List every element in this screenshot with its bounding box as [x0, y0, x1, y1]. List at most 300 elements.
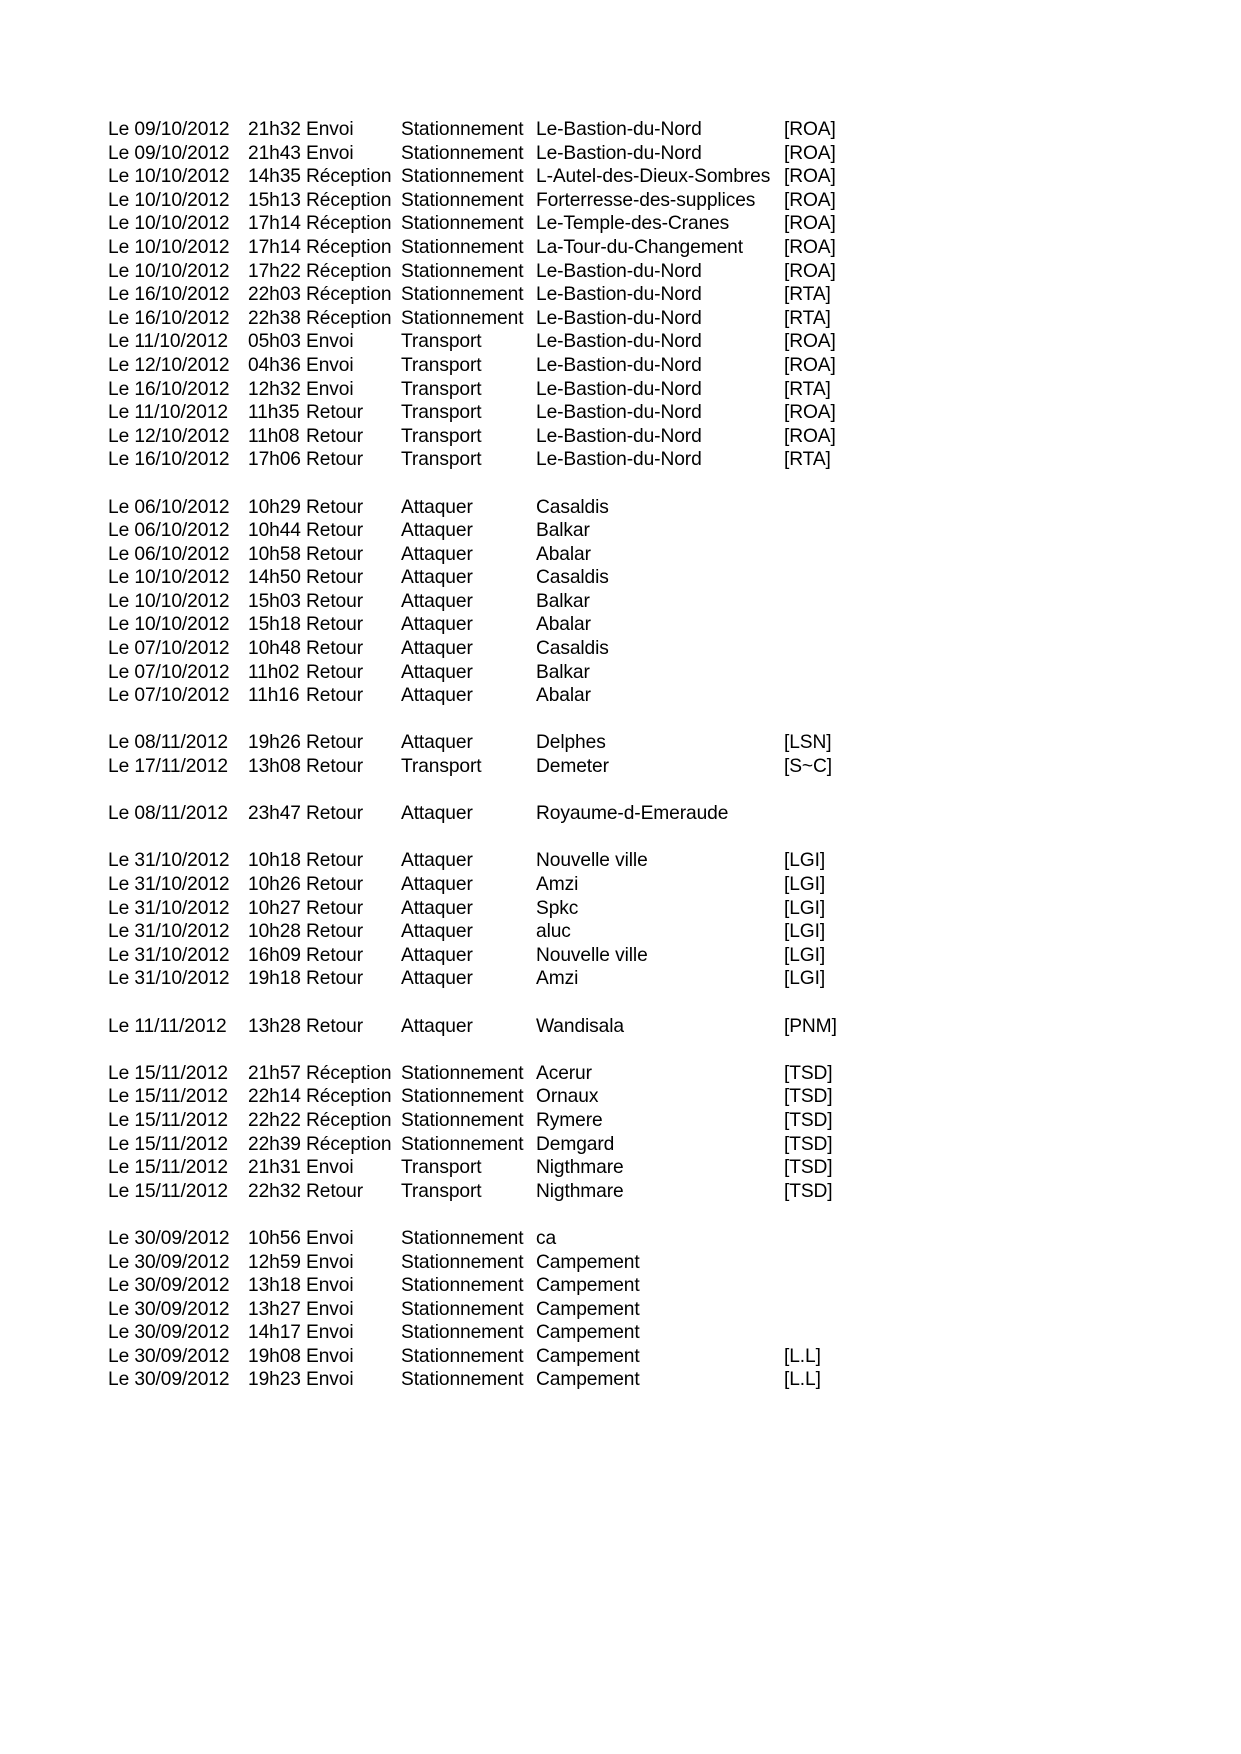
log-place: Le-Bastion-du-Nord	[536, 449, 702, 471]
log-tag: [ROA]	[784, 236, 836, 258]
log-row	[108, 283, 868, 307]
log-date: Le 31/10/2012	[108, 944, 230, 966]
log-time: 11h16	[248, 685, 300, 707]
log-time: 10h26	[248, 874, 301, 895]
log-action: Envoi	[306, 1345, 354, 1367]
log-type: Stationnement	[401, 1369, 524, 1391]
log-date: Le 11/11/2012	[108, 1015, 227, 1037]
log-tag: [RTA]	[784, 449, 831, 471]
log-row	[108, 755, 868, 779]
log-place: Le-Bastion-du-Nord	[536, 331, 702, 353]
log-time: 21h32	[248, 119, 301, 140]
log-place: Balkar	[536, 661, 590, 683]
log-place: Nouvelle ville	[536, 850, 648, 872]
log-type: Transport	[401, 354, 482, 376]
log-row	[108, 1085, 868, 1109]
log-row	[108, 165, 868, 189]
log-time: 17h22	[248, 260, 301, 282]
log-time: 21h43	[248, 142, 301, 164]
log-type: Stationnement	[401, 307, 524, 329]
log-tag: [RTA]	[784, 284, 831, 306]
log-type: Attaquer	[401, 661, 473, 683]
log-action: Réception	[306, 166, 392, 188]
log-action: Retour	[306, 614, 363, 636]
log-row	[108, 118, 868, 142]
log-date: Le 10/10/2012	[108, 189, 230, 211]
log-date: Le 30/09/2012	[108, 1369, 230, 1391]
log-date: Le 31/10/2012	[108, 921, 230, 943]
log-date: Le 08/11/2012	[108, 732, 228, 754]
log-time: 11h08	[248, 425, 300, 447]
log-action: Envoi	[306, 1298, 354, 1320]
log-place: Abalar	[536, 614, 591, 636]
log-date: Le 15/11/2012	[108, 1180, 228, 1202]
log-date: Le 31/10/2012	[108, 897, 230, 919]
log-action: Réception	[306, 307, 392, 329]
log-time: 05h03	[248, 331, 301, 353]
log-place: Campement	[536, 1298, 640, 1320]
log-type: Stationnement	[401, 189, 524, 211]
log-action: Retour	[306, 968, 363, 990]
log-tag: [ROA]	[784, 213, 836, 235]
log-date: Le 17/11/2012	[108, 756, 228, 778]
log-time: 19h18	[248, 968, 301, 990]
log-action: Réception	[306, 189, 392, 211]
log-date: Le 12/10/2012	[108, 425, 230, 447]
log-tag: [TSD]	[784, 1180, 833, 1202]
log-date: Le 07/10/2012	[108, 685, 230, 707]
log-date: Le 30/09/2012	[108, 1275, 230, 1297]
log-action: Envoi	[306, 1322, 354, 1344]
log-date: Le 31/10/2012	[108, 968, 230, 990]
log-row	[108, 1062, 868, 1086]
log-time: 22h03	[248, 284, 301, 306]
log-time: 14h17	[248, 1322, 301, 1344]
log-date: Le 09/10/2012	[108, 119, 230, 140]
log-tag: [LSN]	[784, 732, 832, 754]
log-row	[108, 590, 868, 614]
log-date: Le 15/11/2012	[108, 1062, 228, 1084]
log-action: Retour	[306, 850, 363, 872]
log-date: Le 11/10/2012	[108, 402, 228, 424]
log-place: La-Tour-du-Changement	[536, 236, 743, 258]
log-time: 15h13	[248, 189, 301, 211]
log-tag: [S~C]	[784, 756, 833, 778]
log-type: Attaquer	[401, 897, 473, 919]
log-time: 16h09	[248, 944, 301, 966]
log-action: Retour	[306, 496, 363, 518]
log-place: Demgard	[536, 1133, 615, 1155]
log-row	[108, 637, 868, 661]
log-row	[108, 519, 868, 543]
log-place: Forterresse-des-supplices	[536, 189, 756, 211]
log-row	[108, 1133, 868, 1157]
log-action: Réception	[306, 1109, 392, 1131]
log-time: 04h36	[248, 354, 301, 376]
log-row	[108, 142, 868, 166]
log-action: Réception	[306, 1062, 392, 1084]
log-action: Retour	[306, 874, 363, 895]
log-row	[108, 1321, 868, 1345]
log-row	[108, 897, 868, 921]
log-row	[108, 613, 868, 637]
log-tag: [TSD]	[784, 1157, 833, 1179]
log-place: Le-Bastion-du-Nord	[536, 284, 702, 306]
log-tag: [ROA]	[784, 142, 836, 164]
log-place: Casaldis	[536, 567, 609, 589]
log-time: 22h32	[248, 1180, 301, 1202]
log-row	[108, 944, 868, 968]
log-type: Attaquer	[401, 590, 473, 612]
log-place: Le-Bastion-du-Nord	[536, 119, 702, 140]
log-date: Le 06/10/2012	[108, 520, 230, 542]
log-place: Campement	[536, 1275, 640, 1297]
log-type: Stationnement	[401, 1133, 524, 1155]
log-row	[108, 448, 868, 472]
log-type: Stationnement	[401, 1298, 524, 1320]
log-type: Attaquer	[401, 944, 473, 966]
log-place: Balkar	[536, 520, 590, 542]
log-row	[108, 873, 868, 897]
log-type: Attaquer	[401, 1015, 473, 1037]
log-time: 17h14	[248, 213, 301, 235]
log-place: Royaume-d-Emeraude	[536, 803, 729, 825]
log-tag: [ROA]	[784, 425, 836, 447]
log-tag: [LGI]	[784, 968, 826, 990]
log-date: Le 15/11/2012	[108, 1109, 228, 1131]
log-place: Nigthmare	[536, 1157, 624, 1179]
log-date: Le 10/10/2012	[108, 567, 230, 589]
log-action: Envoi	[306, 1369, 354, 1391]
log-place: Casaldis	[536, 496, 609, 518]
log-place: Le-Bastion-du-Nord	[536, 260, 702, 282]
log-time: 12h59	[248, 1251, 301, 1273]
log-row	[108, 307, 868, 331]
log-place: Campement	[536, 1345, 640, 1367]
log-type: Stationnement	[401, 119, 524, 140]
log-row	[108, 967, 868, 991]
log-date: Le 09/10/2012	[108, 142, 230, 164]
log-type: Stationnement	[401, 1227, 524, 1249]
log-place: Le-Bastion-du-Nord	[536, 425, 702, 447]
log-time: 10h18	[248, 850, 301, 872]
log-action: Réception	[306, 1133, 392, 1155]
log-place: Acerur	[536, 1062, 592, 1084]
log-action: Retour	[306, 756, 363, 778]
log-tag: [L.L]	[784, 1345, 821, 1367]
log-place: Le-Bastion-du-Nord	[536, 354, 702, 376]
log-row	[108, 849, 868, 873]
log-date: Le 16/10/2012	[108, 307, 230, 329]
log-type: Attaquer	[401, 567, 473, 589]
log-row	[108, 1274, 868, 1298]
log-place: L-Autel-des-Dieux-Sombres	[536, 166, 771, 188]
log-date: Le 16/10/2012	[108, 449, 230, 471]
log-place: ca	[536, 1227, 557, 1249]
log-tag: [RTA]	[784, 307, 831, 329]
log-action: Envoi	[306, 1227, 354, 1249]
log-time: 13h27	[248, 1298, 301, 1320]
log-row	[108, 212, 868, 236]
log-type: Stationnement	[401, 166, 524, 188]
log-group	[108, 1227, 868, 1392]
log-time: 10h44	[248, 520, 301, 542]
log-row	[108, 236, 868, 260]
log-time: 19h23	[248, 1369, 301, 1391]
log-action: Retour	[306, 944, 363, 966]
log-action: Retour	[306, 543, 363, 565]
log-action: Envoi	[306, 142, 354, 164]
log-type: Attaquer	[401, 921, 473, 943]
log-row	[108, 1156, 868, 1180]
log-type: Stationnement	[401, 1062, 524, 1084]
log-action: Envoi	[306, 1275, 354, 1297]
log-type: Attaquer	[401, 543, 473, 565]
log-time: 22h38	[248, 307, 301, 329]
log-date: Le 08/11/2012	[108, 803, 228, 825]
log-place: Le-Bastion-du-Nord	[536, 142, 702, 164]
log-row	[108, 1345, 868, 1369]
log-row	[108, 378, 868, 402]
log-type: Transport	[401, 331, 482, 353]
log-tag: [TSD]	[784, 1086, 833, 1108]
log-action: Réception	[306, 260, 392, 282]
log-date: Le 30/09/2012	[108, 1345, 230, 1367]
log-place: Demeter	[536, 756, 609, 778]
log-row	[108, 1180, 868, 1204]
log-time: 22h14	[248, 1086, 301, 1108]
log-place: Casaldis	[536, 638, 609, 660]
log-group	[108, 849, 868, 991]
log-time: 10h58	[248, 543, 301, 565]
log-type: Stationnement	[401, 142, 524, 164]
log-group	[108, 118, 868, 472]
log-tag: [LGI]	[784, 897, 826, 919]
log-date: Le 15/11/2012	[108, 1086, 228, 1108]
log-action: Retour	[306, 1180, 363, 1202]
log-place: Nouvelle ville	[536, 944, 648, 966]
log-row	[108, 1298, 868, 1322]
log-time: 22h39	[248, 1133, 301, 1155]
log-row	[108, 566, 868, 590]
log-type: Transport	[401, 1180, 482, 1202]
log-date: Le 10/10/2012	[108, 614, 230, 636]
log-tag: [L.L]	[784, 1369, 821, 1391]
log-tag: [TSD]	[784, 1062, 833, 1084]
log-date: Le 31/10/2012	[108, 874, 230, 895]
log-date: Le 10/10/2012	[108, 213, 230, 235]
log-type: Transport	[401, 1157, 482, 1179]
log-time: 10h28	[248, 921, 301, 943]
log-type: Attaquer	[401, 614, 473, 636]
log-group	[108, 1015, 868, 1039]
log-time: 14h35	[248, 166, 301, 188]
log-time: 11h02	[248, 661, 300, 683]
log-time: 13h18	[248, 1275, 301, 1297]
log-action: Réception	[306, 284, 392, 306]
log-time: 13h08	[248, 756, 301, 778]
log-action: Retour	[306, 567, 363, 589]
log-place: Le-Bastion-du-Nord	[536, 307, 702, 329]
log-action: Envoi	[306, 354, 354, 376]
log-tag: [ROA]	[784, 189, 836, 211]
log-row	[108, 920, 868, 944]
log-type: Stationnement	[401, 213, 524, 235]
log-time: 21h57	[248, 1062, 301, 1084]
log-date: Le 30/09/2012	[108, 1227, 230, 1249]
log-date: Le 10/10/2012	[108, 590, 230, 612]
log-date: Le 10/10/2012	[108, 236, 230, 258]
log-time: 19h08	[248, 1345, 301, 1367]
log-time: 19h26	[248, 732, 301, 754]
log-time: 12h32	[248, 378, 301, 400]
log-place: Abalar	[536, 685, 591, 707]
log-date: Le 10/10/2012	[108, 260, 230, 282]
log-place: Abalar	[536, 543, 591, 565]
log-place: Wandisala	[536, 1015, 624, 1037]
log-action: Envoi	[306, 1157, 354, 1179]
log-row	[108, 401, 868, 425]
log-date: Le 30/09/2012	[108, 1251, 230, 1273]
log-time: 11h35	[248, 402, 300, 424]
log-type: Attaquer	[401, 685, 473, 707]
log-time: 10h29	[248, 496, 301, 518]
log-type: Stationnement	[401, 260, 524, 282]
log-row	[108, 496, 868, 520]
log-type: Stationnement	[401, 1275, 524, 1297]
log-date: Le 31/10/2012	[108, 850, 230, 872]
log-group	[108, 496, 868, 708]
log-time: 10h56	[248, 1227, 301, 1249]
log-row	[108, 802, 868, 826]
log-time: 17h06	[248, 449, 301, 471]
log-place: Campement	[536, 1369, 640, 1391]
log-row	[108, 1368, 868, 1392]
log-time: 14h50	[248, 567, 301, 589]
log-type: Stationnement	[401, 1109, 524, 1131]
log-date: Le 15/11/2012	[108, 1133, 228, 1155]
log-action: Retour	[306, 685, 363, 707]
log-tag: [ROA]	[784, 166, 836, 188]
log-tag: [LGI]	[784, 921, 826, 943]
log-type: Transport	[401, 449, 482, 471]
log-tag: [ROA]	[784, 331, 836, 353]
log-tag: [PNM]	[784, 1015, 837, 1037]
log-date: Le 12/10/2012	[108, 354, 230, 376]
log-place: Delphes	[536, 732, 606, 754]
log-type: Transport	[401, 378, 482, 400]
log-action: Retour	[306, 732, 363, 754]
log-type: Attaquer	[401, 874, 473, 895]
log-tag: [LGI]	[784, 874, 826, 895]
log-action: Retour	[306, 661, 363, 683]
log-time: 15h18	[248, 614, 301, 636]
log-date: Le 16/10/2012	[108, 378, 230, 400]
log-date: Le 10/10/2012	[108, 166, 230, 188]
log-action: Retour	[306, 449, 363, 471]
log-type: Transport	[401, 756, 482, 778]
log-row	[108, 1227, 868, 1251]
log-type: Attaquer	[401, 520, 473, 542]
log-tag: [LGI]	[784, 944, 826, 966]
log-date: Le 11/10/2012	[108, 331, 228, 353]
log-date: Le 16/10/2012	[108, 284, 230, 306]
log-type: Attaquer	[401, 496, 473, 518]
log-row	[108, 731, 868, 755]
log-place: Nigthmare	[536, 1180, 624, 1202]
log-time: 23h47	[248, 803, 301, 825]
log-list	[108, 118, 868, 1392]
log-action: Retour	[306, 921, 363, 943]
log-place: Le-Bastion-du-Nord	[536, 402, 702, 424]
log-date: Le 30/09/2012	[108, 1322, 230, 1344]
log-time: 22h22	[248, 1109, 301, 1131]
log-group	[108, 802, 868, 826]
log-row	[108, 425, 868, 449]
log-row	[108, 661, 868, 685]
log-row	[108, 684, 868, 708]
log-place: Campement	[536, 1322, 640, 1344]
log-type: Stationnement	[401, 1322, 524, 1344]
log-date: Le 07/10/2012	[108, 638, 230, 660]
log-action: Réception	[306, 236, 392, 258]
log-action: Retour	[306, 590, 363, 612]
log-time: 10h48	[248, 638, 301, 660]
log-type: Stationnement	[401, 1345, 524, 1367]
log-group	[108, 731, 868, 778]
log-time: 13h28	[248, 1015, 301, 1037]
log-action: Retour	[306, 638, 363, 660]
log-time: 15h03	[248, 590, 301, 612]
log-tag: [ROA]	[784, 354, 836, 376]
log-time: 21h31	[248, 1157, 301, 1179]
log-row	[108, 260, 868, 284]
log-place: Amzi	[536, 874, 579, 895]
log-row	[108, 1251, 868, 1275]
log-type: Attaquer	[401, 803, 473, 825]
log-type: Attaquer	[401, 638, 473, 660]
log-type: Attaquer	[401, 732, 473, 754]
log-tag: [ROA]	[784, 119, 836, 140]
log-group	[108, 1062, 868, 1204]
log-place: Campement	[536, 1251, 640, 1273]
log-action: Retour	[306, 402, 363, 424]
log-date: Le 06/10/2012	[108, 543, 230, 565]
log-place: Spkc	[536, 897, 579, 919]
log-type: Stationnement	[401, 1086, 524, 1108]
log-type: Stationnement	[401, 284, 524, 306]
log-action: Retour	[306, 897, 363, 919]
log-place: Ornaux	[536, 1086, 599, 1108]
log-place: Amzi	[536, 968, 579, 990]
log-action: Retour	[306, 1015, 363, 1037]
log-action: Retour	[306, 425, 363, 447]
log-date: Le 06/10/2012	[108, 496, 230, 518]
log-type: Transport	[401, 402, 482, 424]
log-type: Attaquer	[401, 850, 473, 872]
log-row	[108, 354, 868, 378]
log-tag: [ROA]	[784, 402, 836, 424]
log-time: 17h14	[248, 236, 301, 258]
log-row	[108, 189, 868, 213]
log-action: Envoi	[306, 119, 354, 140]
log-action: Retour	[306, 520, 363, 542]
log-tag: [TSD]	[784, 1133, 833, 1155]
log-type: Stationnement	[401, 236, 524, 258]
log-action: Réception	[306, 213, 392, 235]
log-action: Envoi	[306, 1251, 354, 1273]
log-date: Le 30/09/2012	[108, 1298, 230, 1320]
